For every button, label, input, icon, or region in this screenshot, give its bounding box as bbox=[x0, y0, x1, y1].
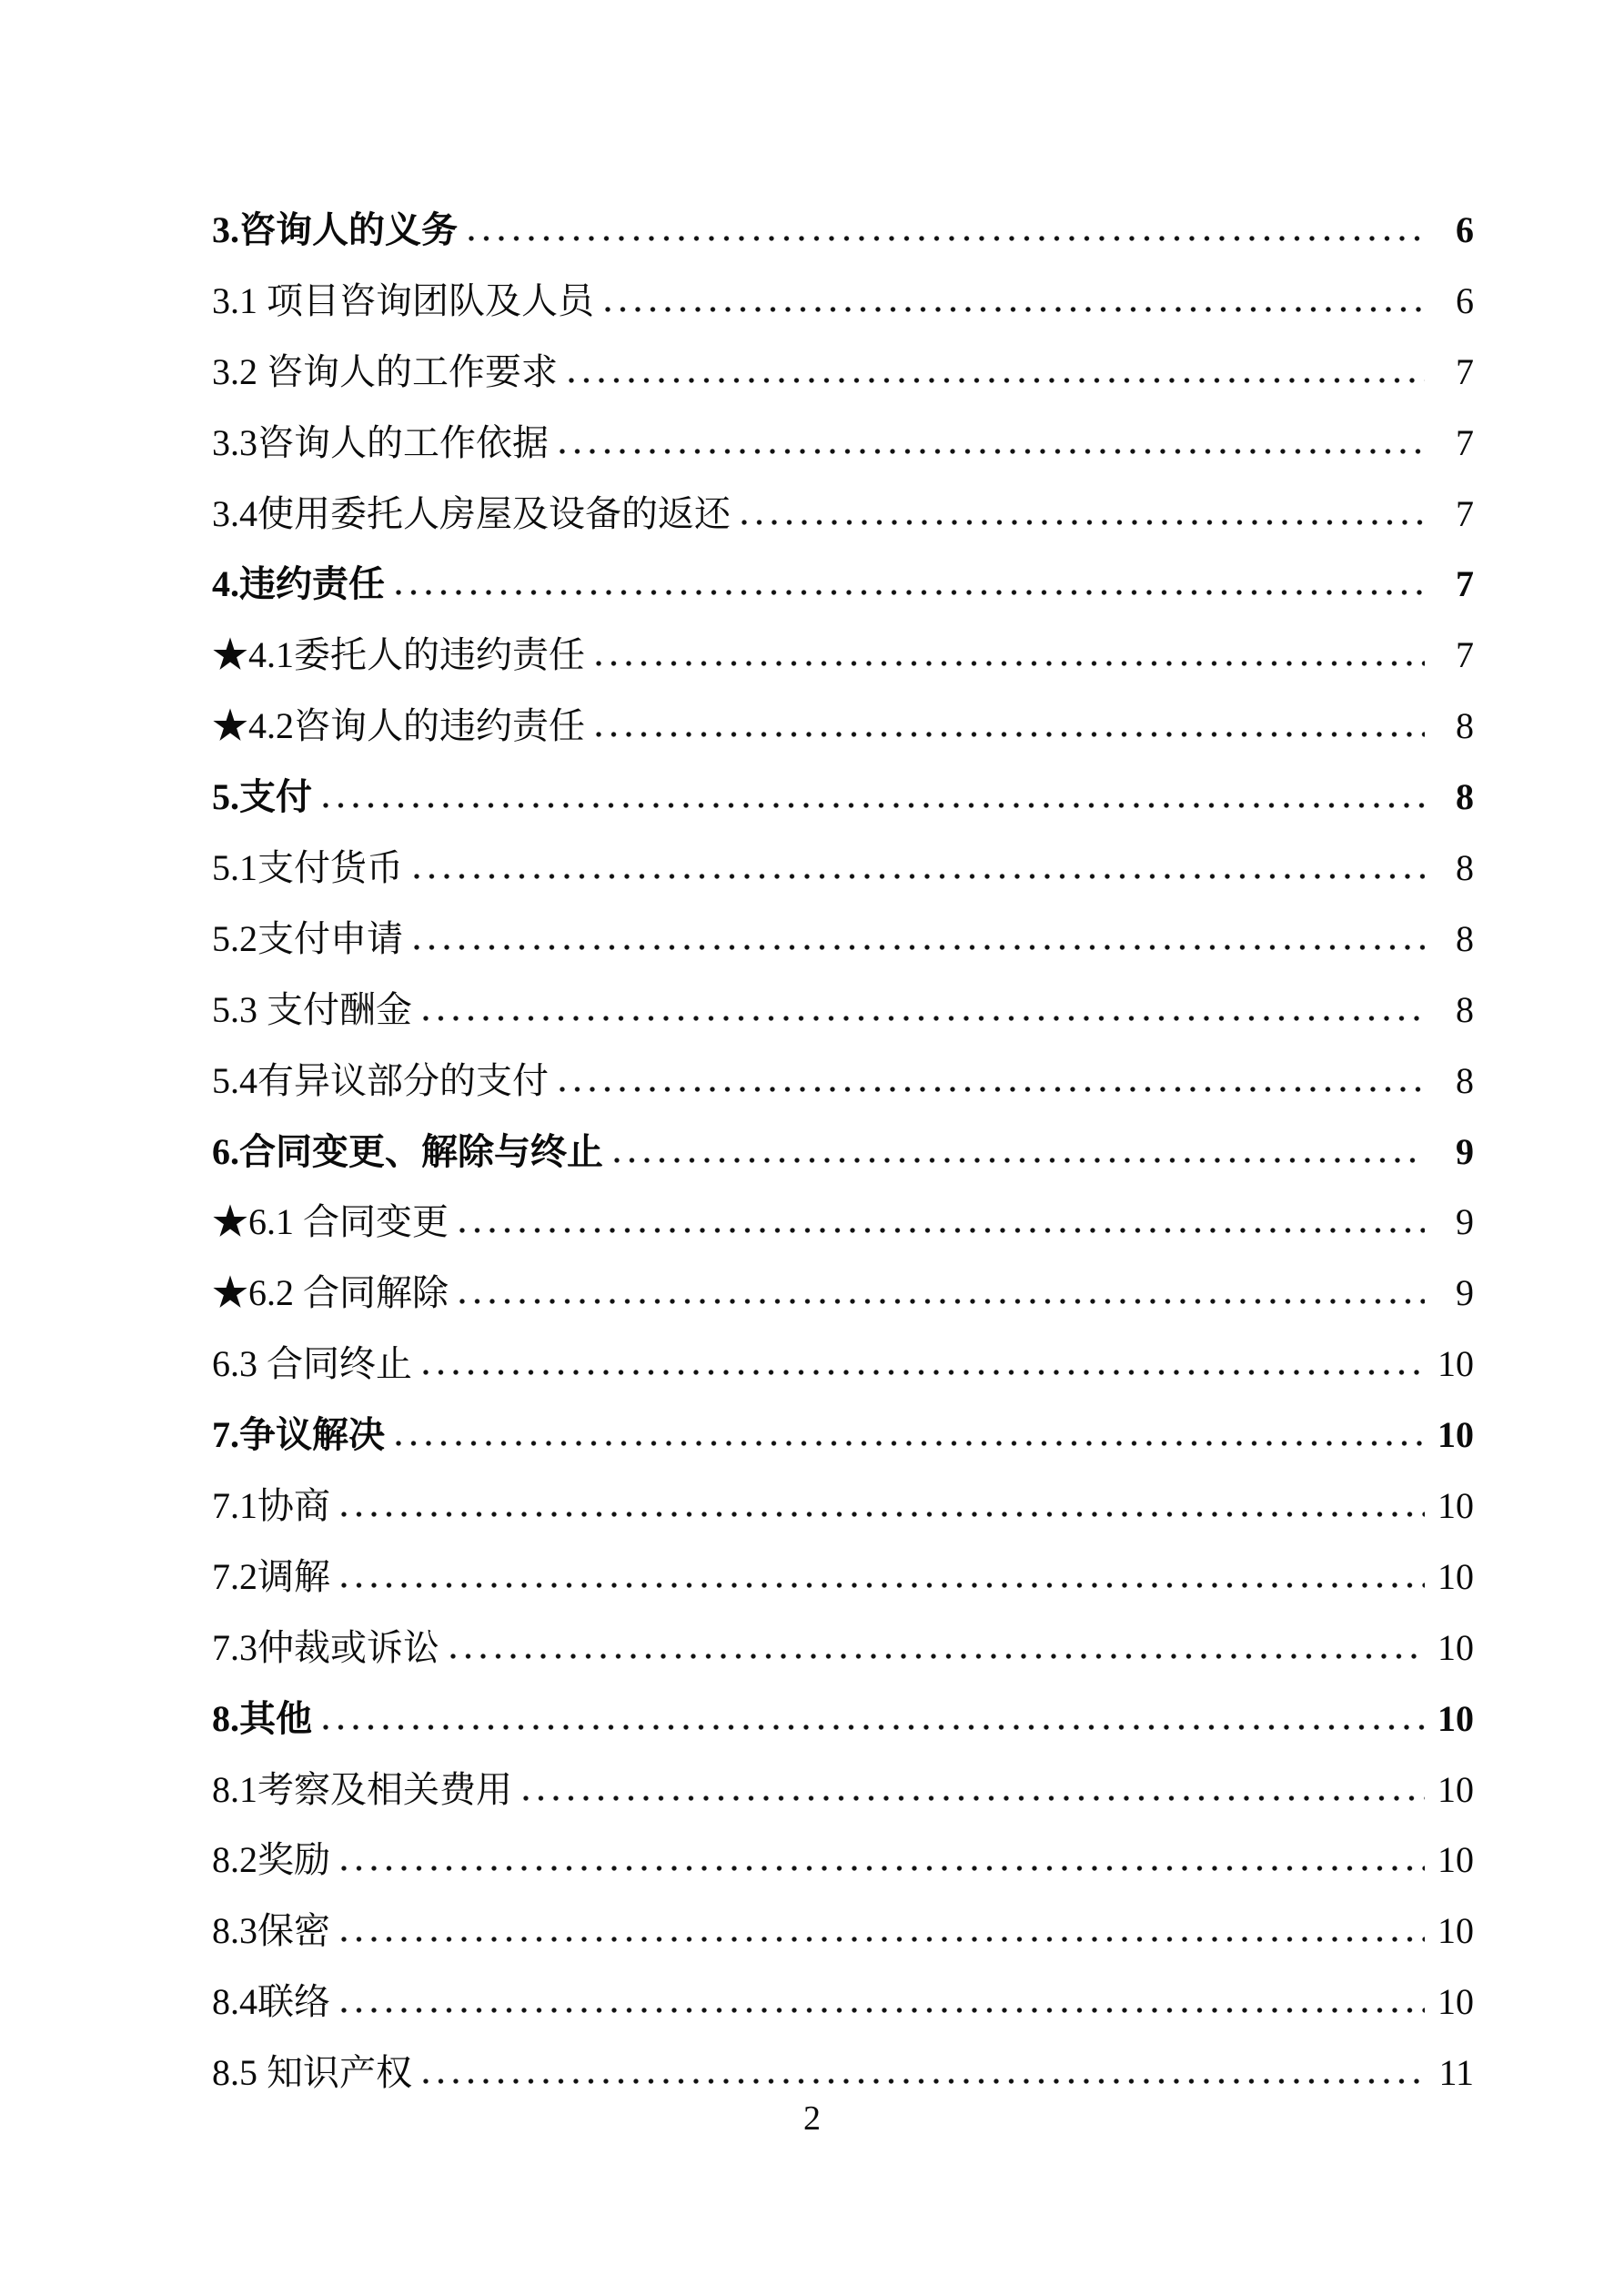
toc-entry-page-number: 10 bbox=[1437, 1343, 1474, 1385]
page-footer bbox=[0, 2099, 1624, 2139]
toc-entry-page-number: 9 bbox=[1456, 1130, 1474, 1172]
toc-entry-page-number: 8 bbox=[1456, 1059, 1474, 1101]
toc-entry-label: 5.1支付货币 bbox=[212, 846, 403, 888]
toc-entry-label: ★4.2咨询人的违约责任 bbox=[212, 705, 585, 747]
toc-entry-page-number: 11 bbox=[1438, 2052, 1474, 2094]
toc-entry-page-number: 10 bbox=[1437, 1839, 1474, 1881]
toc-leader-dots bbox=[414, 848, 1425, 888]
toc-leader-dots bbox=[323, 777, 1425, 817]
toc-leader-dots bbox=[596, 706, 1425, 746]
footer-page-number: 2 bbox=[803, 2099, 821, 2138]
toc-entry bbox=[212, 1755, 1474, 1826]
toc-entry-label: 8.2奖励 bbox=[212, 1839, 330, 1881]
toc-leader-dots bbox=[396, 564, 1425, 604]
toc-entry-label: 8.3保密 bbox=[212, 1910, 330, 1952]
toc-entry bbox=[212, 1613, 1474, 1684]
toc-entry bbox=[212, 549, 1474, 620]
toc-entry-page-number: 9 bbox=[1456, 1272, 1474, 1314]
toc-leader-dots bbox=[396, 1415, 1425, 1455]
toc-entry-label: 7.3仲裁或诉讼 bbox=[212, 1626, 439, 1668]
toc-leader-dots bbox=[459, 1202, 1425, 1242]
toc-entry bbox=[212, 1258, 1474, 1329]
toc-entry bbox=[212, 691, 1474, 762]
toc-leader-dots bbox=[341, 1557, 1425, 1597]
toc-entry-label: 8.其他 bbox=[212, 1697, 312, 1739]
toc-entry bbox=[212, 1825, 1474, 1896]
toc-leader-dots bbox=[414, 919, 1425, 959]
toc-leader-dots bbox=[341, 1486, 1425, 1526]
toc-leader-dots bbox=[560, 423, 1425, 463]
toc-entry-label: ★6.2 合同解除 bbox=[212, 1272, 449, 1314]
toc-leader-dots bbox=[605, 281, 1425, 321]
toc-entry-label: 8.4联络 bbox=[212, 1981, 330, 2023]
toc-entry-label: 4.违约责任 bbox=[212, 563, 385, 605]
toc-entry-page-number: 10 bbox=[1437, 1626, 1474, 1668]
toc-entry-label: 6.3 合同终止 bbox=[212, 1343, 412, 1385]
toc-entry-page-number: 8 bbox=[1456, 988, 1474, 1030]
toc-entry bbox=[212, 1471, 1474, 1542]
toc-entry-page-number: 7 bbox=[1456, 492, 1474, 534]
toc-entry-label: 7.争议解决 bbox=[212, 1414, 385, 1456]
toc-entry bbox=[212, 266, 1474, 337]
toc-entry-label: 8.5 知识产权 bbox=[212, 2052, 412, 2094]
toc-entry-page-number: 10 bbox=[1437, 1981, 1474, 2023]
toc-entry-label: 5.支付 bbox=[212, 776, 312, 818]
toc-entry-label: 3.4使用委托人房屋及设备的返还 bbox=[212, 492, 731, 534]
toc-entry-page-number: 7 bbox=[1456, 634, 1474, 676]
toc-leader-dots bbox=[341, 1982, 1425, 2022]
toc-leader-dots bbox=[423, 990, 1425, 1030]
toc-entry-page-number: 6 bbox=[1456, 279, 1474, 321]
toc-entry-label: 7.1协商 bbox=[212, 1484, 330, 1526]
toc-entry bbox=[212, 620, 1474, 691]
toc-entry-label: 3.3咨询人的工作依据 bbox=[212, 421, 549, 463]
toc-entry bbox=[212, 1046, 1474, 1117]
toc-entry-page-number: 7 bbox=[1456, 563, 1474, 605]
toc-entry bbox=[212, 904, 1474, 975]
toc-entry bbox=[212, 1896, 1474, 1967]
toc-entry-page-number: 9 bbox=[1456, 1201, 1474, 1243]
toc-entry-page-number: 10 bbox=[1437, 1484, 1474, 1526]
toc-leader-dots bbox=[741, 494, 1425, 534]
toc-entry bbox=[212, 762, 1474, 833]
toc-entry bbox=[212, 975, 1474, 1046]
toc-entry bbox=[212, 408, 1474, 479]
toc-entry bbox=[212, 195, 1474, 266]
toc-entry-page-number: 10 bbox=[1437, 1910, 1474, 1952]
toc-leader-dots bbox=[423, 1344, 1425, 1384]
toc-entry bbox=[212, 479, 1474, 550]
toc-entry-label: 5.4有异议部分的支付 bbox=[212, 1059, 549, 1101]
toc-entry-page-number: 10 bbox=[1437, 1768, 1474, 1810]
toc-entry-page-number: 8 bbox=[1456, 705, 1474, 747]
toc-leader-dots bbox=[614, 1132, 1425, 1172]
toc-entry-page-number: 7 bbox=[1456, 421, 1474, 463]
toc-entry bbox=[212, 833, 1474, 904]
toc-entry-label: 3.咨询人的义务 bbox=[212, 208, 458, 250]
toc-leader-dots bbox=[323, 1699, 1425, 1739]
toc-entry-label: 5.2支付申请 bbox=[212, 917, 403, 959]
toc-entry-page-number: 10 bbox=[1437, 1555, 1474, 1597]
toc-entry bbox=[212, 1684, 1474, 1755]
toc-leader-dots bbox=[459, 1273, 1425, 1313]
toc-entry bbox=[212, 1117, 1474, 1188]
toc-entry bbox=[212, 1187, 1474, 1258]
toc-list bbox=[212, 195, 1474, 2109]
toc-entry bbox=[212, 1329, 1474, 1400]
toc-leader-dots bbox=[469, 210, 1425, 250]
toc-entry-label: 8.1考察及相关费用 bbox=[212, 1768, 512, 1810]
toc-entry bbox=[212, 337, 1474, 408]
toc-entry-label: 5.3 支付酬金 bbox=[212, 988, 412, 1030]
toc-entry bbox=[212, 1400, 1474, 1471]
toc-entry-page-number: 8 bbox=[1456, 776, 1474, 818]
toc-entry bbox=[212, 1967, 1474, 2038]
toc-entry-page-number: 10 bbox=[1437, 1697, 1474, 1739]
toc-entry-label: ★6.1 合同变更 bbox=[212, 1201, 449, 1243]
toc-leader-dots bbox=[596, 635, 1425, 675]
toc-entry-label: ★4.1委托人的违约责任 bbox=[212, 634, 585, 676]
toc-entry bbox=[212, 1542, 1474, 1613]
toc-leader-dots bbox=[423, 2053, 1425, 2093]
toc-entry-page-number: 7 bbox=[1456, 350, 1474, 392]
toc-leader-dots bbox=[450, 1628, 1425, 1668]
toc-entry-label: 3.2 咨询人的工作要求 bbox=[212, 350, 558, 392]
toc-leader-dots bbox=[569, 352, 1425, 392]
toc-entry-page-number: 8 bbox=[1456, 917, 1474, 959]
toc-entry-page-number: 10 bbox=[1437, 1414, 1474, 1456]
toc-entry-label: 7.2调解 bbox=[212, 1555, 330, 1597]
toc-leader-dots bbox=[523, 1770, 1425, 1810]
toc-entry-label: 3.1 项目咨询团队及人员 bbox=[212, 279, 594, 321]
toc-leader-dots bbox=[341, 1840, 1425, 1880]
toc-leader-dots bbox=[560, 1061, 1425, 1101]
toc-entry-page-number: 8 bbox=[1456, 846, 1474, 888]
toc-leader-dots bbox=[341, 1911, 1425, 1951]
toc-entry-label: 6.合同变更、解除与终止 bbox=[212, 1130, 603, 1172]
toc-entry-page-number: 6 bbox=[1456, 208, 1474, 250]
